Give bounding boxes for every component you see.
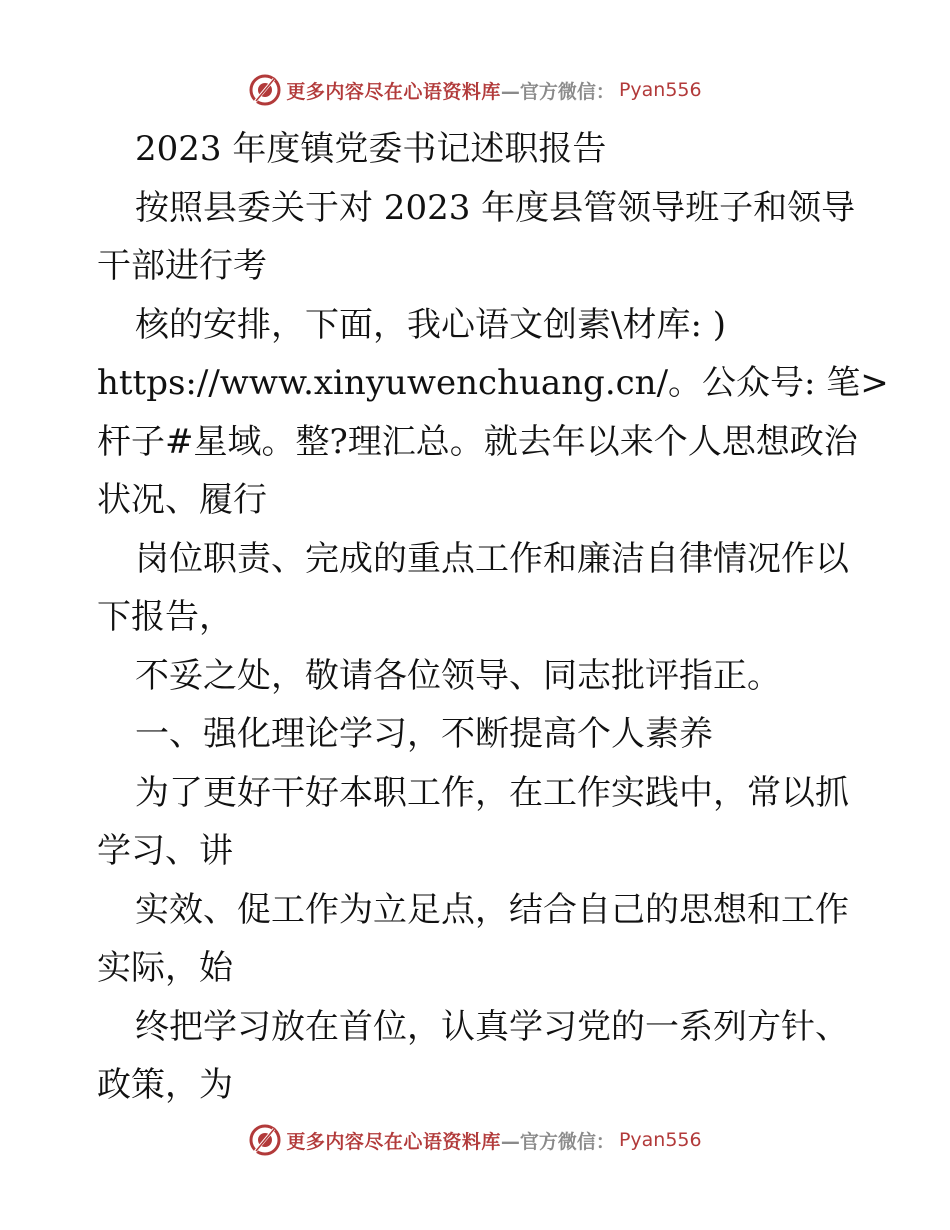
- document-line: 按照县委关于对 2023 年度县管领导班子和领导: [135, 187, 856, 228]
- watermark-brand-text: 更多内容尽在心语资料库: [286, 80, 501, 103]
- document-line: 杆子#星域。整?理汇总。就去年以来个人思想政治: [97, 421, 858, 462]
- document-line: 终把学习放在首位，认真学习党的一系列方针、: [135, 1006, 849, 1047]
- header-watermark: [0, 70, 950, 110]
- document-line: 不妥之处，敬请各位领导、同志批评指正。: [135, 655, 781, 696]
- quill-seal-icon: [248, 73, 282, 107]
- document-line: 为了更好干好本职工作，在工作实践中，常以抓: [135, 772, 849, 813]
- footer-watermark: [0, 1120, 950, 1160]
- watermark-official-label: —官方微信：: [500, 80, 615, 103]
- document-body: [97, 120, 889, 1115]
- watermark-account-id: Pyan556: [618, 1129, 702, 1151]
- document-line: 核的安排，下面，我心语文创素\材库: ): [135, 304, 726, 345]
- watermark-brand-text: 更多内容尽在心语资料库: [286, 1130, 501, 1153]
- document-line: 一、强化理论学习，不断提高个人素养: [135, 714, 713, 754]
- document-line: 政策，为: [97, 1065, 233, 1105]
- document-line: 岗位职责、完成的重点工作和廉洁自律情况作以: [135, 538, 849, 579]
- document-line: 学习、讲: [97, 831, 233, 871]
- document-line: 实效、促工作为立足点，结合自己的思想和工作: [135, 889, 849, 930]
- document-line: 状况、履行: [97, 480, 267, 520]
- document-line: 下报告，: [97, 597, 233, 637]
- document-title: 2023 年度镇党委书记述职报告: [135, 129, 607, 169]
- watermark-account-id: Pyan556: [618, 79, 702, 101]
- document-line: 实际，始: [97, 948, 233, 988]
- document-line: 干部进行考: [97, 246, 267, 286]
- quill-seal-icon: [248, 1123, 282, 1157]
- watermark-official-label: —官方微信：: [500, 1130, 615, 1153]
- document-line: https://www.xinyuwenchuang.cn/。公众号: 笔>: [97, 363, 889, 403]
